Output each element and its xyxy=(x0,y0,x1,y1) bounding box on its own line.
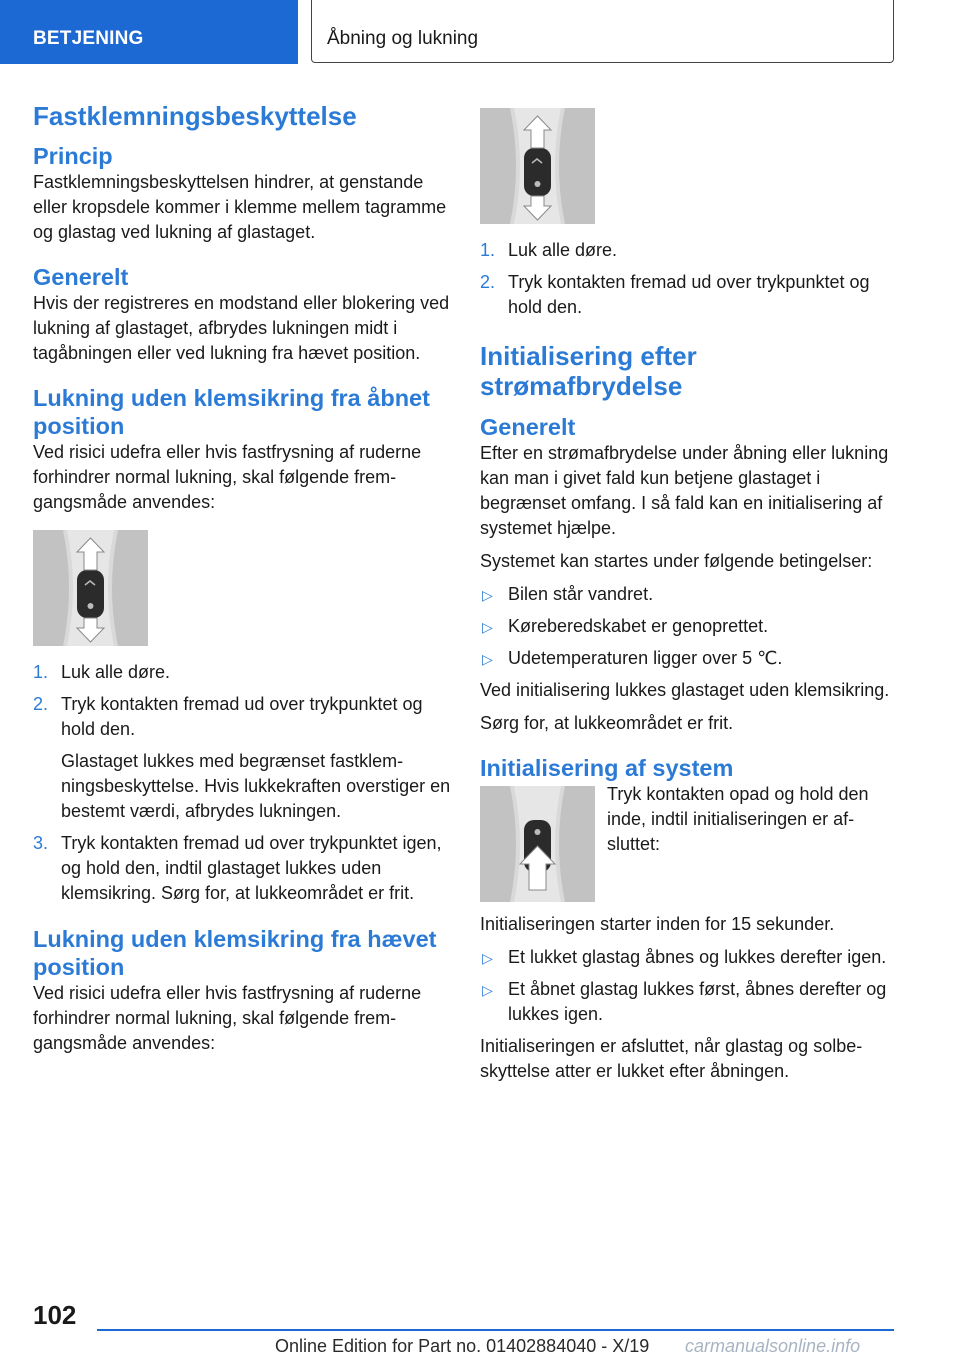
step-number: 2. xyxy=(480,272,496,292)
section-label: BETJENING xyxy=(33,28,144,49)
step-text: Tryk kontakten fremad ud over trykpunktet og hold den. xyxy=(61,694,423,739)
open-position-heading: Lukning uden klemsikring fra åbnet position xyxy=(33,385,430,439)
triangle-bullet-icon: ▷ xyxy=(482,587,493,603)
switch-forward-illustration xyxy=(480,108,595,224)
step-text: Tryk kontakten fremad ud over trykpunktet igen, og hold den, indtil glastaget lukkes uden klemsikring. Sørg for, at lukkeområdet er frit. xyxy=(61,833,442,903)
step-number: 3. xyxy=(33,833,49,853)
princip-heading: Princip xyxy=(33,143,113,169)
list-item xyxy=(33,660,451,685)
watermark: carmanualsonline.info xyxy=(685,1336,861,1356)
initialization-title: Initialisering efter strømafbrydelse xyxy=(480,341,697,401)
triangle-bullet-icon: ▷ xyxy=(482,651,493,667)
triangle-bullet-icon: ▷ xyxy=(482,982,493,998)
triangle-bullet-icon: ▷ xyxy=(482,619,493,635)
open-position-steps xyxy=(33,660,451,906)
step-number: 1. xyxy=(480,240,496,260)
step-text: Luk alle døre. xyxy=(508,240,618,260)
init-system-bullets xyxy=(480,945,892,1027)
right-generelt-text4: Sørg for, at lukkeområdet er frit. xyxy=(480,713,734,733)
raised-position-text: Ved risici udefra eller hvis fastfrysning af ruderne forhindrer normal lukning, skal følgende fremgangsmåde anvendes: xyxy=(33,983,422,1053)
triangle-bullet-icon: ▷ xyxy=(482,950,493,966)
step-number: 2. xyxy=(33,694,49,714)
right-generelt-text2: Systemet kan startes under følgende betingelser: xyxy=(480,551,873,571)
chapter-label: Åbning og lukning xyxy=(327,28,479,49)
step-note: Glastaget lukkes med begrænset fastklemningsbeskyttelse. Hvis lukkekraften overstiger en bestemt værdi, afbrydes lukningen. xyxy=(61,751,451,821)
page-title: Fastklemningsbeskyttelse xyxy=(33,101,357,131)
step-number: 1. xyxy=(33,662,49,682)
princip-text: Fastklemningsbeskyttelsen hindrer, at genstande eller kropsdele kommer i klemme mellem tagramme og glastag ved lukning af glastaget. xyxy=(33,172,447,242)
open-position-text: Ved risici udefra eller hvis fastfrysning af ruderne forhindrer normal lukning, skal følgende fremgangsmåde anvendes: xyxy=(33,442,422,512)
step-text: Luk alle døre. xyxy=(61,662,171,682)
condition-text: Udetemperaturen ligger over 5 ℃. xyxy=(508,648,783,668)
bullet-text: Et lukket glastag åbnes og lukkes derefter igen. xyxy=(508,947,887,967)
init-system-heading: Initialisering af system xyxy=(480,755,734,781)
generelt-text: Hvis der registreres en modstand eller blokering ved lukning af glastaget, afbrydes lukningen midt i tagåbningen eller ved lukning fra hævet position. xyxy=(33,293,450,363)
left-column xyxy=(33,100,451,1056)
list-item xyxy=(480,614,892,639)
footer-divider xyxy=(97,1329,894,1331)
page-number: 102 xyxy=(33,1300,77,1330)
right-generelt-text1: Efter en strømafbrydelse under åbning eller lukning kan man i givet fald kun betjene glastaget i begrænset omfang. I så fald kan en initialisering af systemet hjælpe. xyxy=(480,443,889,538)
right-column xyxy=(480,108,892,1084)
raised-position-steps xyxy=(480,238,892,320)
list-item xyxy=(480,582,892,607)
chapter-tab xyxy=(311,0,894,63)
list-item xyxy=(33,831,451,906)
list-item xyxy=(480,945,892,970)
init-system-text2: Initialiseringen er afsluttet, når glastag og solbeskyttelse atter er lukket efter åbningen. xyxy=(480,1036,863,1081)
conditions-list xyxy=(480,582,892,671)
generelt-heading: Generelt xyxy=(33,264,129,290)
list-item xyxy=(33,692,451,742)
init-system-float-text: Tryk kontakten opad og hold den inde, indtil initialiseringen er afsluttet: xyxy=(607,784,869,854)
list-item xyxy=(480,977,892,1027)
list-item xyxy=(480,238,892,263)
init-system-figure-block xyxy=(480,782,892,912)
switch-forward-illustration xyxy=(33,530,148,646)
section-tab xyxy=(0,0,298,64)
bullet-text: Et åbnet glastag lukkes først, åbnes derefter og lukkes igen. xyxy=(508,979,887,1024)
edition-text: Online Edition for Part no. 01402884040 - X/19 xyxy=(275,1336,650,1356)
condition-text: Bilen står vandret. xyxy=(508,584,654,604)
step-text: Tryk kontakten fremad ud over trykpunktet og hold den. xyxy=(508,272,870,317)
switch-up-illustration xyxy=(480,786,595,902)
list-item xyxy=(480,270,892,320)
list-item xyxy=(480,646,892,671)
condition-text: Køreberedskabet er genoprettet. xyxy=(508,616,769,636)
right-generelt-text3: Ved initialisering lukkes glastaget uden klemsikring. xyxy=(480,680,890,700)
raised-position-heading: Lukning uden klemsikring fra hævet position xyxy=(33,926,437,980)
right-generelt-heading: Generelt xyxy=(480,414,576,440)
init-system-text1: Initialiseringen starter inden for 15 sekunder. xyxy=(480,914,835,934)
